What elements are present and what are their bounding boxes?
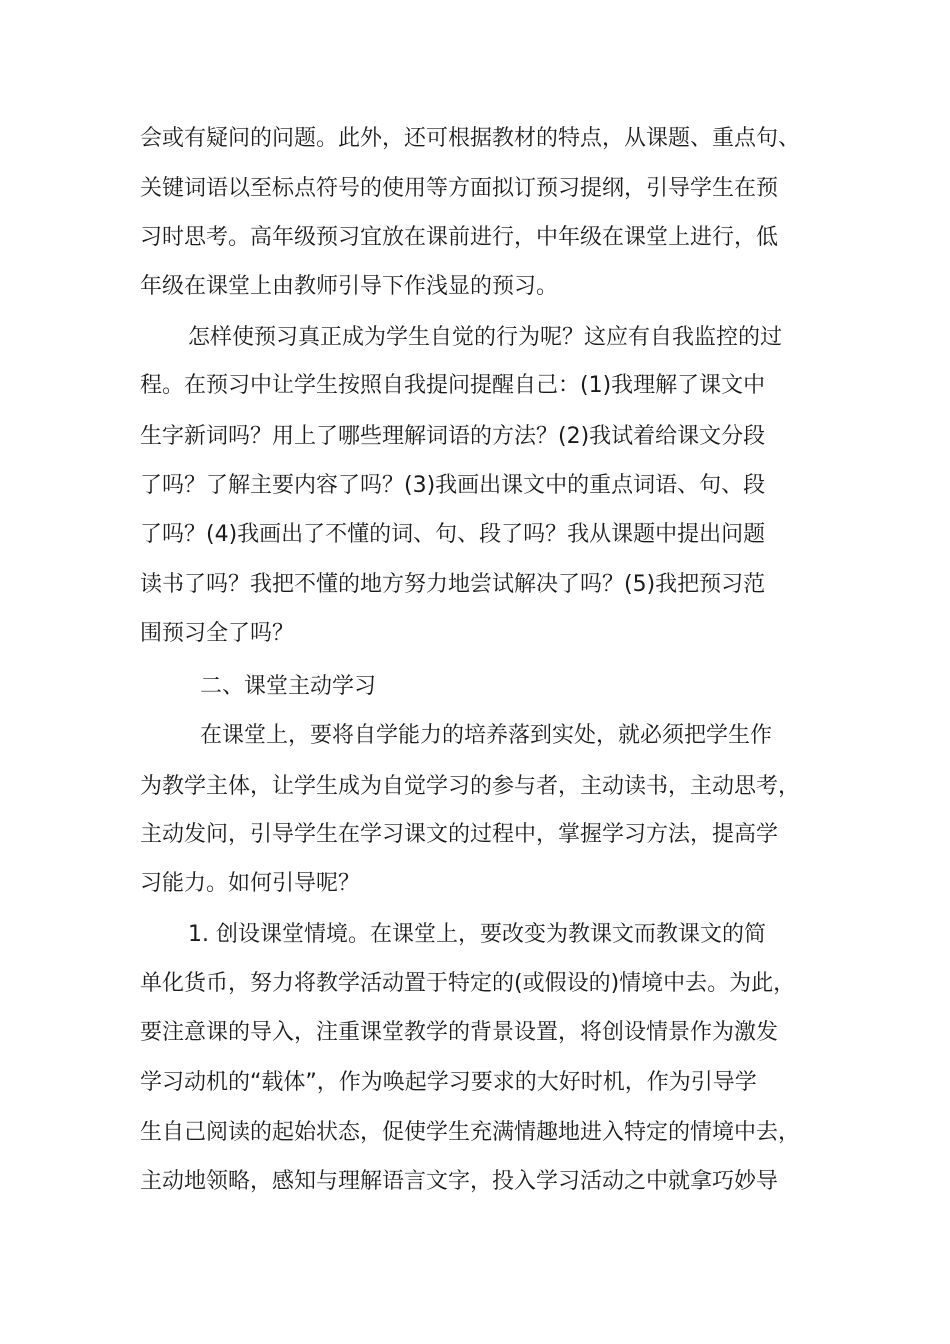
text-line: 关键词语以至标点符号的使用等方面拟订预习提纲，引导学生在预 (140, 176, 779, 201)
text-line: 了吗？(4)我画出了不懂的词、句、段了吗？我从课题中提出问题 (140, 522, 766, 547)
text-line: 读书了吗？我把不懂的地方努力地尝试解决了吗？(5)我把预习范 (140, 572, 766, 597)
text-line: 主动发问，引导学生在学习课文的过程中，掌握学习方法，提高学 (140, 822, 779, 847)
text-line: 围预习全了吗？ (140, 621, 295, 646)
text-line: 在课堂上，要将自学能力的培养落到实处，就必须把学生作 (200, 723, 773, 748)
text-line: 会或有疑问的问题。此外，还可根据教材的特点，从课题、重点句、 (140, 126, 801, 151)
text-line: 习时思考。高年级预习宜放在课前进行，中年级在课堂上进行，低 (140, 225, 779, 250)
section-heading: 二、课堂主动学习 (200, 674, 377, 699)
text-line: 年级在课堂上由教师引导下作浅显的预习。 (140, 274, 559, 299)
text-line: 习能力。如何引导呢？ (140, 871, 361, 896)
text-line: 学习动机的“载体”，作为唤起学习要求的大好时机，作为引导学 (140, 1070, 757, 1095)
text-line: 程。在预习中让学生按照自我提问提醒自己：(1)我理解了课文中 (140, 373, 766, 398)
text-line: 了吗？了解主要内容了吗？(3)我画出课文中的重点词语、句、段 (140, 473, 766, 498)
text-line: 主动地领略，感知与理解语言文字，投入学习活动之中就拿巧妙导 (140, 1169, 779, 1194)
text-line: 怎样使预习真正成为学生自觉的行为呢？这应有自我监控的过 (188, 325, 783, 350)
text-line: 生自己阅读的起始状态，促使学生充满情趣地进入特定的情境中去， (140, 1120, 801, 1145)
text-line: 要注意课的导入，注重课堂教学的背景设置，将创设情景作为激发 (140, 1020, 779, 1045)
text-line: 为教学主体，让学生成为自觉学习的参与者，主动读书，主动思考， (140, 774, 801, 799)
text-line: 单化货币，努力将教学活动置于特定的(或假设的)情境中去。为此， (140, 971, 796, 996)
text-line: 1. 创设课堂情境。在课堂上，要改变为教课文而教课文的简 (188, 922, 766, 947)
text-line: 生字新词吗？用上了哪些理解词语的方法？(2)我试着给课文分段 (140, 424, 766, 449)
